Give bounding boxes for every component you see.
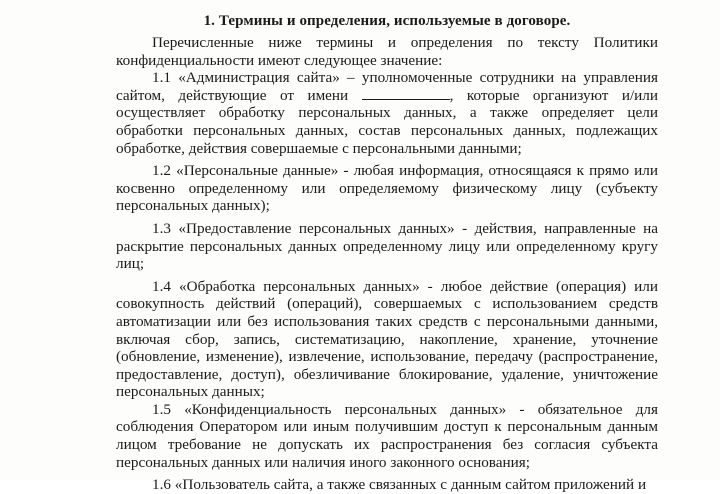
definition-1-6: 1.6 «Пользователь сайта, а также связанных с данным сайтом приложений и: [152, 476, 647, 494]
definition-1-1: [116, 69, 658, 157]
section-heading: 1. Термины и определения, используемые в договоре.: [203, 13, 571, 29]
definition-1-5: 1.5 «Конфиденциальность персональных данных» - обязательное для соблюдения Оператором или иным получившим доступ к персональным данным лицом требование не допускать их распространения без согласия субъекта персональных данных или наличия иного законного основания;: [116, 400, 658, 471]
definition-1-4: 1.4 «Обработка персональных данных» - любое действие (операция) или совокупность действий (операций), совершаемых с использованием средств автоматизации или без использования таких средств с персональными данными, включая сбор, запись, систематизацию, накопление, хранение, уточнение (обновление, изменение), извлечение, использование, передачу (распространение, предоставление, доступ), обезличивание блокирование, удаление, уничтожение персональных данных;: [116, 277, 658, 401]
intro-paragraph: Перечисленные ниже термины и определения по тексту Политики конфиденциальности имеют следующее значение:: [116, 34, 658, 69]
definition-1-3: 1.3 «Предоставление персональных данных» - действия, направленные на раскрытие персональных данных определенному лицу или определенному кругу лиц;: [116, 219, 658, 273]
definition-1-2: 1.2 «Персональные данные» - любая информация, относящаяся к прямо или косвенно определенному или определяемому физическому лицу (субъекту персональных данных);: [116, 162, 658, 215]
definition-1-1-text-continued: , которые организуют и/или осуществляет обработку персональных данных, а также определяет цели обработки персональных данных, состав персональных данных, подлежащих обработке, действия совершаемые с персональными данными;: [116, 86, 658, 157]
blank-fill-line: [362, 87, 450, 100]
definition-1-1-text: 1.1 «Администрация сайта» – уполномоченные сотрудники на управления сайтом, действующие от имени: [116, 69, 658, 104]
